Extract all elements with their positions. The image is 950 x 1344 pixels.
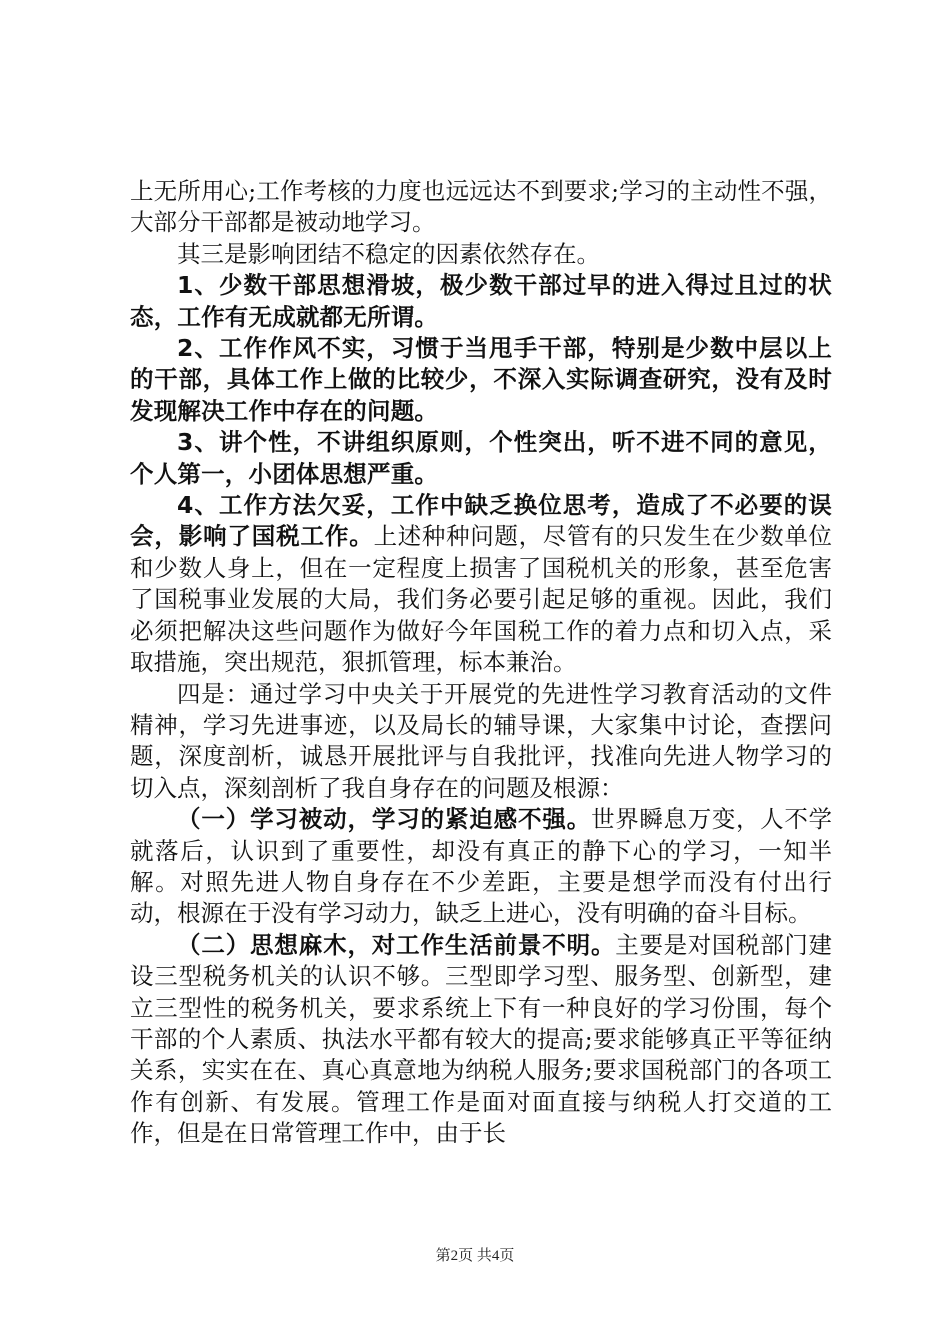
page-number-label: 第2页 共4页	[435, 1248, 515, 1264]
document-body	[130, 176, 832, 1150]
paragraph-item-2	[130, 333, 832, 427]
section-heading-two: （二）思想麻木，对工作生活前景不明。	[177, 930, 616, 959]
paragraph-text: 世界瞬息万变，人不学就落后，认识到了重要性，却没有真正的静下心的学习，一知半解。对照先进人物自身存在不少差距，主要是想学而没有付出行动，根源在于没有学习动力，缺乏上进心，没有明确的奋斗目标。	[130, 805, 832, 928]
paragraph-item-1	[130, 270, 832, 333]
paragraph-section-two	[130, 930, 832, 1150]
paragraph-text: 3、讲个性，不讲组织原则，个性突出，听不进不同的意见，个人第一，小团体思想严重。	[130, 428, 832, 488]
paragraph-text: 四是：通过学习中央关于开展党的先进性学习教育活动的文件精神，学习先进事迹，以及局长的辅导课，大家集中讨论，查摆问题，深度剖析，诚恳开展批评与自我批评，找准向先进人物学习的切入点，深刻剖析了我自身存在的问题及根源：	[130, 679, 832, 802]
paragraph-continued	[130, 176, 832, 239]
paragraph-bold-lead: 4、工作方法欠妥，工作中缺乏换位思考，造成了不必要的误会，影响了国税工作。	[130, 491, 832, 551]
paragraph-section-one	[130, 804, 832, 930]
paragraph-text: 其三是影响团结不稳定的因素依然存在。	[177, 239, 600, 268]
page-footer	[0, 1244, 950, 1265]
paragraph-point-three	[130, 239, 832, 270]
paragraph-text: 1、少数干部思想滑坡，极少数干部过早的进入得过且过的状态，工作有无成就都无所谓。	[130, 271, 832, 331]
paragraph-text: 主要是对国税部门建设三型税务机关的认识不够。三型即学习型、服务型、创新型，建立三型性的税务机关，要求系统上下有一种良好的学习份围，每个干部的个人素质、执法水平都有较大的提高;要求能够真正平等征纳关系，实实在在、真心真意地为纳税人服务;要求国税部门的各项工作有创新、有发展。管理工作是面对面直接与纳税人打交道的工作，但是在日常管理工作中，由于长	[130, 930, 832, 1148]
paragraph-text: 上无所用心;工作考核的力度也远远达不到要求;学习的主动性不强，大部分干部都是被动地学习。	[130, 177, 832, 237]
paragraph-item-3	[130, 427, 832, 490]
section-heading-one: （一）学习被动，学习的紧迫感不强。	[177, 805, 592, 834]
paragraph-point-four	[130, 679, 832, 805]
paragraph-text: 上述种种问题，尽管有的只发生在少数单位和少数人身上，但在一定程度上损害了国税机关的形象，甚至危害了国税事业发展的大局，我们务必要引起足够的重视。因此，我们必须把解决这些问题作为做好今年国税工作的着力点和切入点，采取措施，突出规范，狠抓管理，标本兼治。	[130, 522, 833, 677]
paragraph-text: 2、工作作风不实，习惯于当甩手干部，特别是少数中层以上的干部，具体工作上做的比较少，不深入实际调查研究，没有及时发现解决工作中存在的问题。	[130, 334, 832, 425]
paragraph-item-4	[130, 490, 832, 678]
